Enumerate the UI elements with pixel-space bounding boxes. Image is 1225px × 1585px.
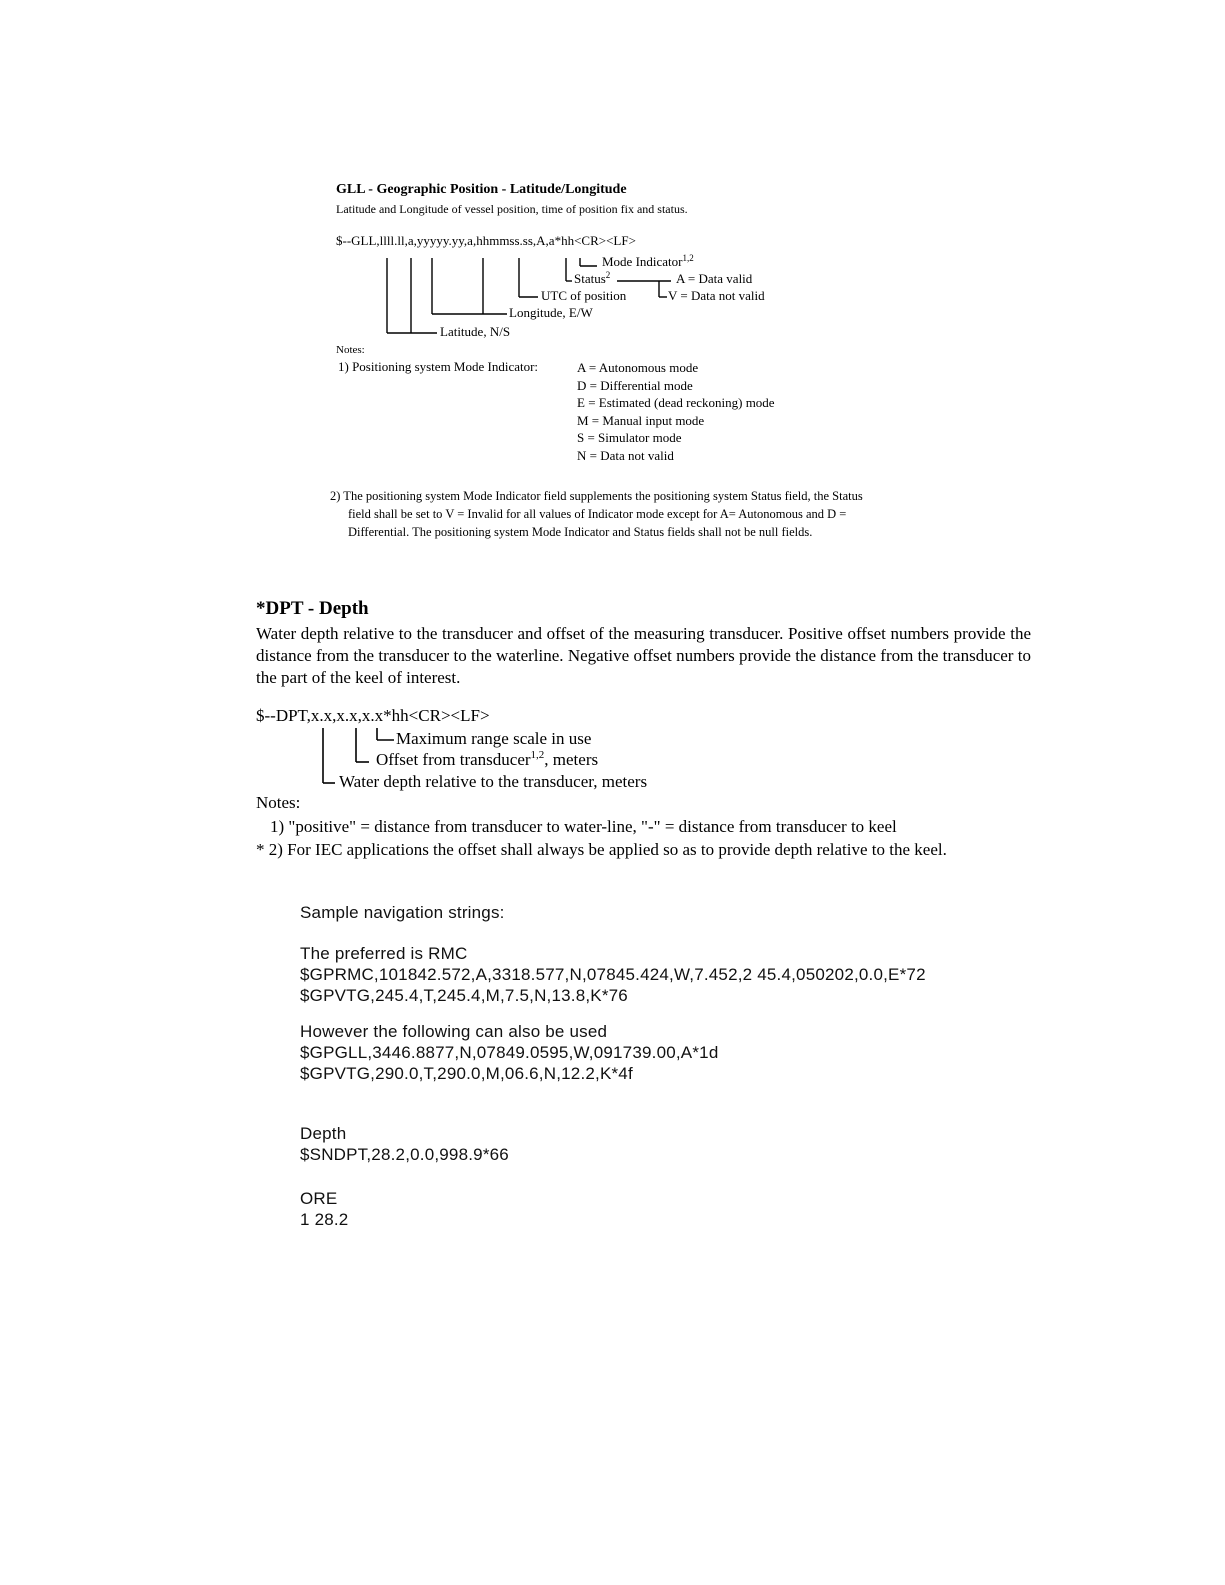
gll-longitude-label: Longitude, E/W: [509, 305, 593, 320]
gll-latitude-label: Latitude, N/S: [440, 324, 511, 339]
gll-status-v: V = Data not valid: [668, 288, 765, 303]
gll-mode-item: E = Estimated (dead reckoning) mode: [577, 395, 775, 410]
samples-ore-label: ORE: [300, 1189, 338, 1208]
gll-status-a: A = Data valid: [676, 271, 753, 286]
gll-status-label: Status$^2$: [574, 270, 611, 286]
gll-mode-item: N = Data not valid: [577, 447, 674, 463]
gll-mode-item: S = Simulator mode: [577, 430, 682, 445]
gll-note2-line: field shall be set to V = Invalid for all values of Indicator mode except for A= Autonomous and D =: [348, 507, 847, 521]
dpt-max-range-label: Maximum range scale in use: [396, 729, 592, 748]
samples-depth-label: Depth: [300, 1124, 347, 1143]
gll-note2-line: Differential. The positioning system Mode Indicator and Status fields shall not be null fields.: [348, 525, 813, 539]
dpt-note2: * 2) For IEC applications the offset shall always be applied so as to provide depth relative to the keel.: [256, 840, 947, 859]
dpt-offset-label: Offset from transducer$^{1,2}$, meters: [376, 749, 599, 769]
gll-mode-item: A = Autonomous mode: [577, 360, 699, 375]
gll-mode-indicator-label: Mode Indicator$^{1,2}$: [602, 253, 694, 269]
sample-string: $GPVTG,245.4,T,245.4,M,7.5,N,13.8,K*76: [300, 986, 628, 1005]
sample-string: $GPGLL,3446.8877,N,07849.0595,W,091739.00,A*1d: [300, 1043, 719, 1062]
dpt-water-depth-label: Water depth relative to the transducer, meters: [339, 772, 648, 791]
gll-note1-label: 1) Positioning system Mode Indicator:: [338, 359, 539, 374]
dpt-description: Water depth relative to the transducer and offset of the measuring transducer. Positive offset numbers provide the distance from the transducer to the waterline. Negative offset numbers provide the distance from the transducer to the part of the keel of interest.: [256, 624, 1031, 687]
dpt-notes-label: Notes:: [256, 793, 301, 812]
sample-depth-string: $SNDPT,28.2,0.0,998.9*66: [300, 1145, 509, 1164]
sample-ore-value: 1 28.2: [300, 1210, 349, 1229]
dpt-sentence: $--DPT,x.x,x.x,x.x*hh<CR><LF>: [256, 706, 490, 725]
gll-mode-item: D = Differential mode: [577, 377, 693, 393]
gll-note2: [330, 487, 863, 541]
dpt-note1: 1) "positive" = distance from transducer to water-line, "-" = distance from transducer to keel: [270, 817, 897, 836]
gll-utc-label: UTC of position: [541, 288, 627, 303]
samples-alternate-label: However the following can also be used: [300, 1022, 608, 1041]
gll-mode-item: M = Manual input mode: [577, 412, 705, 428]
sample-string: $GPRMC,101842.572,A,3318.577,N,07845.424,W,7.452,2 45.4,050202,0.0,E*72: [300, 965, 926, 984]
gll-notes-label: Notes:: [336, 344, 365, 356]
dpt-title: *DPT - Depth: [256, 598, 369, 619]
gll-note2-line: 2) The positioning system Mode Indicator field supplements the positioning system Status field, the Status: [330, 489, 863, 503]
gll-sentence: $--GLL,llll.ll,a,yyyyy.yy,a,hhmmss.ss,A,a*hh<CR><LF>: [336, 233, 636, 248]
gll-title: GLL - Geographic Position - Latitude/Longitude: [336, 182, 627, 197]
sample-string: $GPVTG,290.0,T,290.0,M,06.6,N,12.2,K*4f: [300, 1064, 633, 1083]
gll-subtitle: Latitude and Longitude of vessel position, time of position fix and status.: [336, 202, 688, 216]
samples-heading: Sample navigation strings:: [300, 903, 505, 922]
samples-preferred-label: The preferred is RMC: [300, 944, 468, 963]
gll-mode-list: [577, 359, 775, 464]
